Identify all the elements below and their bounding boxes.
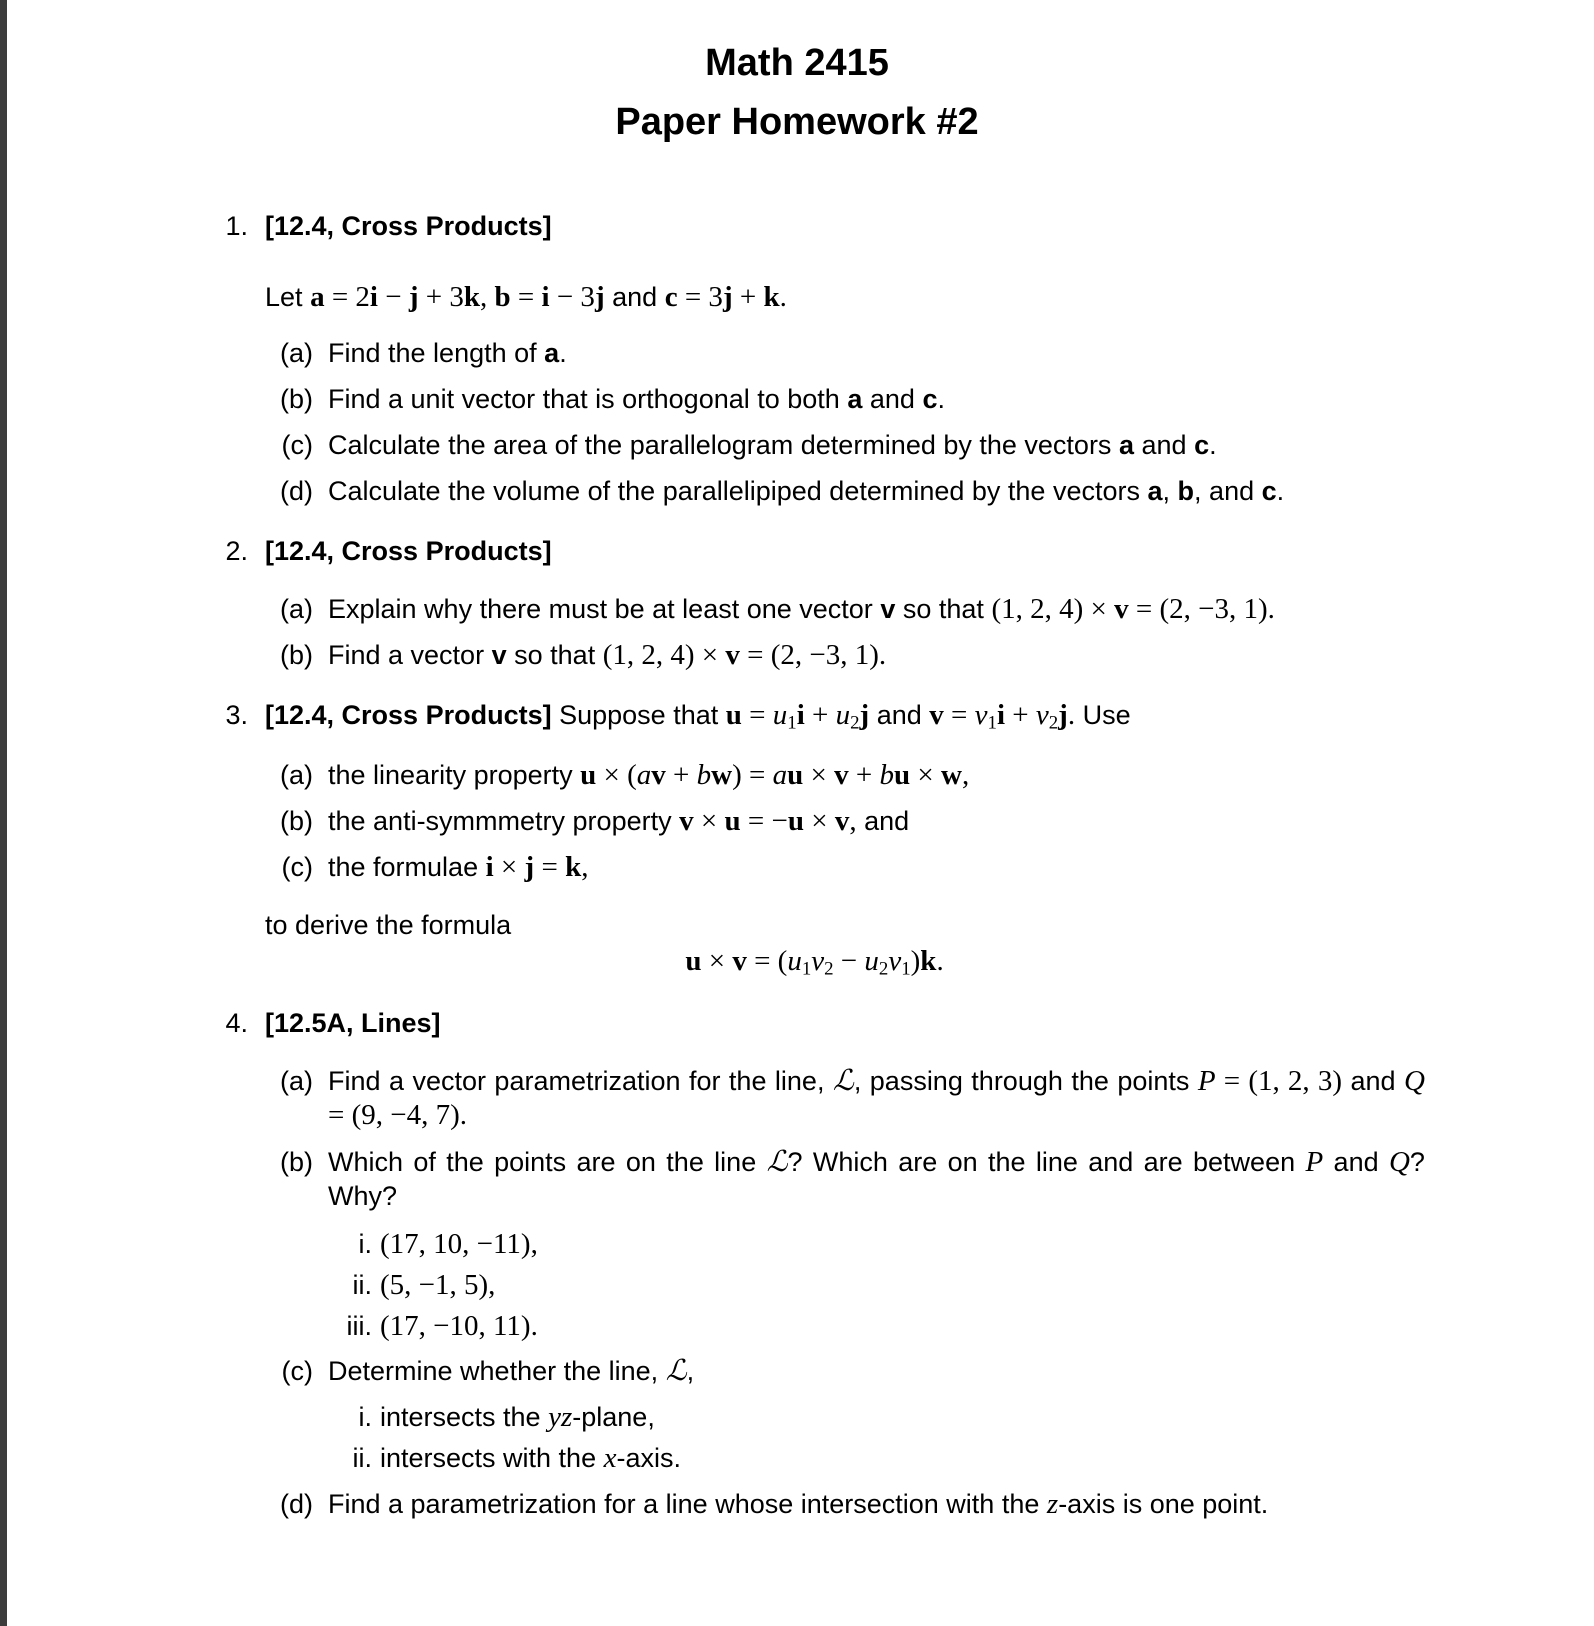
- part-label: (b): [280, 806, 313, 836]
- problem-number: 3.: [225, 700, 248, 730]
- part-label: (a): [280, 338, 313, 368]
- part-4d: Find a parametrization for a line whose intersection with the z-axis is one point.: [328, 1488, 1269, 1520]
- problem-number: 1.: [225, 211, 248, 241]
- display-formula: $u \times v = (u_1v_2 - u_2v_1)k$.: [685, 945, 944, 980]
- part-label: (b): [280, 384, 313, 414]
- part-4c: Determine whether the line, ℒ,: [328, 1355, 695, 1387]
- point-item: (17, −10, 11).: [380, 1310, 538, 1342]
- part-label: (a): [280, 1066, 313, 1096]
- part-label: (c): [281, 1356, 313, 1386]
- item-label: i.: [358, 1402, 372, 1432]
- sub-item: intersects the yz-plane,: [380, 1401, 655, 1433]
- assignment-title: Paper Homework #2: [615, 101, 979, 143]
- problem-heading: [12.4, Cross Products]: [265, 211, 552, 241]
- part-3c: the formulae i × j = k,: [328, 851, 589, 883]
- point-item: (17, 10, −11),: [380, 1228, 538, 1260]
- part-2a: Explain why there must be at least one vector v so that (1, 2, 4) × v = (2, −3, 1).: [328, 593, 1275, 625]
- part-1b: Find a unit vector that is orthogonal to both a and c.: [328, 384, 946, 414]
- part-label: (b): [280, 1147, 313, 1177]
- item-label: i.: [358, 1229, 372, 1259]
- derive-text: to derive the formula: [265, 910, 512, 940]
- item-label: ii.: [352, 1443, 372, 1473]
- part-1a: Find the length of a.: [328, 338, 567, 368]
- part-2b: Find a vector v so that (1, 2, 4) × v = (2, −3, 1).: [328, 639, 887, 671]
- item-label: ii.: [352, 1270, 372, 1300]
- part-label: (d): [280, 476, 313, 506]
- part-4b: Which of the points are on the line ℒ? Which are on the line and are between P and Q? Why?: [328, 1146, 1425, 1211]
- part-1c: Calculate the area of the parallelogram determined by the vectors a and c.: [328, 430, 1217, 460]
- part-3a: the linearity property u × (av + bw) = au × v + bu × w,: [328, 759, 970, 791]
- sub-item: intersects with the x-axis.: [380, 1442, 681, 1474]
- item-label: iii.: [346, 1311, 372, 1341]
- part-label: (d): [280, 1489, 313, 1519]
- part-label: (c): [281, 852, 313, 882]
- problem-1-intro: Let a = 2i − j + 3k, b = i − 3j and c = 3j + k.: [265, 281, 787, 313]
- problem-number: 2.: [225, 536, 248, 566]
- problem-heading: [12.5A, Lines]: [265, 1008, 441, 1038]
- part-label: (b): [280, 640, 313, 670]
- part-label: (c): [281, 430, 313, 460]
- part-1d: Calculate the volume of the parallelipiped determined by the vectors a, b, and c.: [328, 476, 1285, 506]
- point-item: (5, −1, 5),: [380, 1269, 496, 1301]
- part-label: (a): [280, 760, 313, 790]
- part-4a: Find a vector parametrization for the line, ℒ, passing through the points P = (1, 2, 3) and Q = (9, −4, 7).: [328, 1065, 1425, 1131]
- left-edge-bar: [0, 0, 7, 1626]
- problem-heading: [12.4, Cross Products]: [265, 536, 552, 566]
- course-title: Math 2415: [705, 42, 889, 84]
- part-label: (a): [280, 594, 313, 624]
- problem-3-statement: [12.4, Cross Products] Suppose that $u = u_1i + u_2j$ and $v = v_1i + v_2j$. Use: [265, 699, 1131, 734]
- part-3b: the anti-symmmetry property v × u = −u × v, and: [328, 805, 910, 837]
- problem-number: 4.: [225, 1008, 248, 1038]
